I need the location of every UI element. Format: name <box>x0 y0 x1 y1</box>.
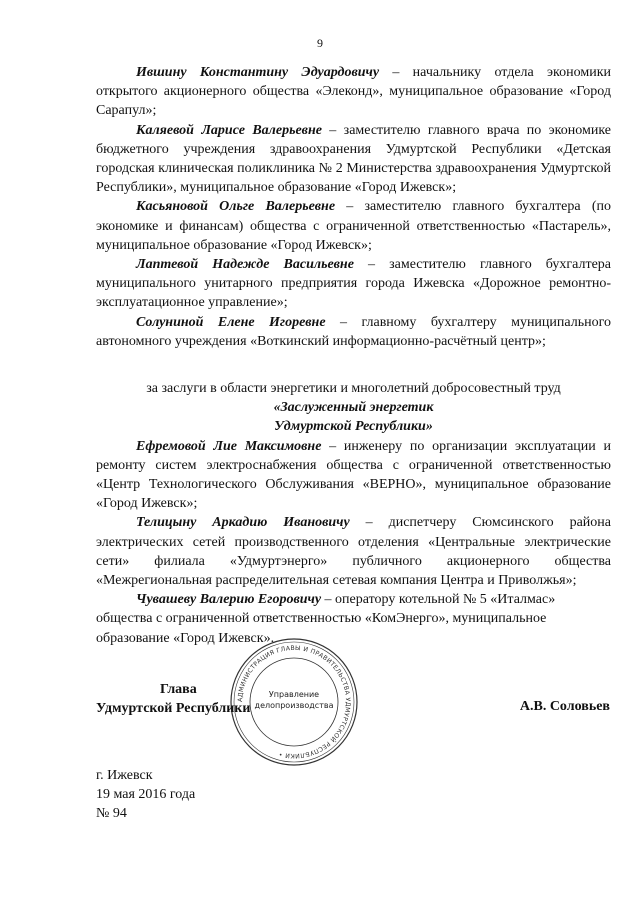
stamp-center-line2: делопроизводства <box>254 701 334 710</box>
award-entry <box>96 197 611 255</box>
awardee-description: – оператору котельной № 5 «Италмас» общества с ограниченной ответственностью «КомЭнерго», муниципальное образование «Город Ижевск». <box>96 592 556 646</box>
award-entry <box>96 255 611 313</box>
awardee-name: Касьяновой Ольге Валерьевне <box>136 199 336 215</box>
document-place: г. Ижевск <box>96 768 153 783</box>
awardee-description: – заместителю главного врача по экономике бюджетного учреждения здравоохранения Удмуртской Республики «Детская городская клиническая поликлиника № 2 Министерства здравоохранения Удмуртской Республики», муниципальное образование «Город Ижевск»; <box>96 122 612 196</box>
section-intro: за заслуги в области энергетики и многолетний добросовестный труд <box>146 381 561 397</box>
awardee-name: Ившину Константину Эдуардовичу <box>136 65 380 80</box>
stamp-center-line1: Управление <box>268 690 320 699</box>
award-entry <box>96 513 611 590</box>
awardee-description: – диспетчеру Сюмсинского района электрических сетей производственного отделения «Центральные электрические сети» филиала «Удмуртэнерго» публичного акционерного общества «Межрегиональная распределительная сетевая компания Центра и Приволжья»; <box>96 515 611 589</box>
signer-position-line2: Удмуртской Республики <box>96 701 251 716</box>
award-title-line2: Удмуртской Республики» <box>274 419 433 435</box>
awardee-name: Каляевой Ларисе Валерьевне <box>136 122 322 138</box>
award-title: «Заслуженный энергетик <box>273 400 434 416</box>
awardee-name: Солуниной Елене Игоревне <box>136 314 326 330</box>
award-entry <box>96 121 611 198</box>
signer-position: Глава <box>160 682 197 697</box>
awardee-description: – заместителю главного бухгалтера (по экономике и финансам) общества с ограниченной ответственностью «Пастарель», муниципальное образование «Город Ижевск»; <box>96 199 611 253</box>
awardee-name: Чувашеву Валерию Егоровичу <box>136 592 322 608</box>
award-entry <box>96 437 611 514</box>
awardee-name: Ефремовой Лие Максимовне <box>136 438 322 454</box>
awardee-name: Лаптевой Надежде Васильевне <box>136 257 354 273</box>
document-number: № 94 <box>96 806 127 821</box>
stamp-outer-text: АДМИНИСТРАЦИЯ ГЛАВЫ И ПРАВИТЕЛЬСТВА УДМУРТСКОЙ РЕСПУБЛИКИ • <box>236 644 352 760</box>
awardee-name: Телицыну Аркадию Ивановичу <box>136 515 350 531</box>
signature-block <box>96 680 250 718</box>
awardee-description: – главному бухгалтеру муниципального автономного учреждения «Воткинский информационно-расчётный центр»; <box>96 314 611 349</box>
awardee-description: – начальнику отдела экономики открытого акционерного общества «Элеконд», муниципальное образование «Город Сарапул»; <box>96 65 611 119</box>
awardee-description: – инженеру по организации эксплуатации и ремонту систем электроснабжения общества с ограниченной ответственностью «Центр Технологического Обслуживания «ВЕРНО», муниципальное образование «Город Ижевск»; <box>96 438 612 512</box>
award-entry <box>96 313 611 351</box>
document-date: 19 мая 2016 года <box>96 787 196 802</box>
page-number: 9 <box>317 36 323 50</box>
document-body <box>96 63 611 648</box>
award-entry <box>96 63 611 121</box>
signer-name: А.В. Соловьев <box>519 699 610 714</box>
awardee-description: – заместителю главного бухгалтера муниципального унитарного предприятия города Ижевска «Дорожное ремонтно-эксплуатационное управление»; <box>96 257 611 311</box>
document-footer <box>96 766 195 823</box>
